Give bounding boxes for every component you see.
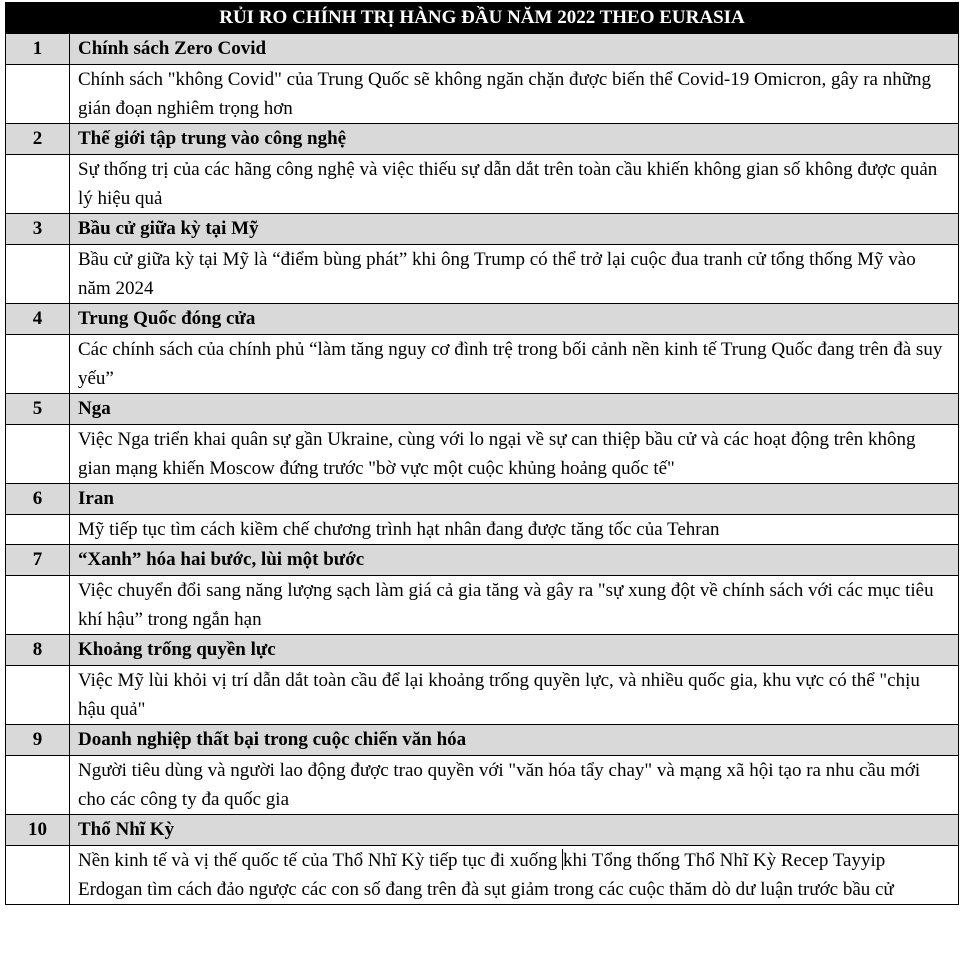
empty-cell [6, 335, 70, 394]
empty-cell [6, 666, 70, 725]
table-title: RỦI RO CHÍNH TRỊ HÀNG ĐẦU NĂM 2022 THEO EURASIA [6, 3, 959, 34]
risk-description[interactable] [70, 846, 959, 905]
risk-description: Bầu cử giữa kỳ tại Mỹ là “điểm bùng phát” khi ông Trump có thể trở lại cuộc đua tranh cử tổng thống Mỹ vào năm 2024 [70, 245, 959, 304]
risk-description-row [6, 576, 959, 635]
empty-cell [6, 576, 70, 635]
risk-description-part-2: khi Tổng thống Thổ Nhĩ Kỳ Recep Tayyip Erdogan tìm cách đảo ngược các con số đang trên đà sụt giảm trong các cuộc thăm dò dư luận trước bầu cử [78, 850, 894, 900]
risk-description: Sự thống trị của các hãng công nghệ và việc thiếu sự dẫn dắt trên toàn cầu khiến không gian số không được quản lý hiệu quả [70, 155, 959, 214]
empty-cell [6, 425, 70, 484]
risk-heading: Nga [70, 394, 959, 425]
risk-description-row [6, 425, 959, 484]
risk-table [5, 2, 959, 905]
table-title-row [6, 3, 959, 34]
empty-cell [6, 155, 70, 214]
empty-cell [6, 756, 70, 815]
empty-cell [6, 245, 70, 304]
risk-heading-row [6, 394, 959, 425]
risk-description: Việc Mỹ lùi khỏi vị trí dẫn dắt toàn cầu để lại khoảng trống quyền lực, và nhiều quốc gia, khu vực có thể "chịu hậu quả" [70, 666, 959, 725]
risk-number: 7 [6, 545, 70, 576]
risk-heading-row [6, 214, 959, 245]
risk-description: Mỹ tiếp tục tìm cách kiềm chế chương trình hạt nhân đang được tăng tốc của Tehran [70, 515, 959, 545]
risk-heading: Iran [70, 484, 959, 515]
risk-number: 2 [6, 124, 70, 155]
risk-description-row [6, 515, 959, 545]
risk-number: 8 [6, 635, 70, 666]
risk-heading-row [6, 34, 959, 65]
risk-description: Chính sách "không Covid" của Trung Quốc sẽ không ngăn chặn được biến thể Covid-19 Omicron, gây ra những gián đoạn nghiêm trọng hơn [70, 65, 959, 124]
risk-heading: Khoảng trống quyền lực [70, 635, 959, 666]
risk-heading: Trung Quốc đóng cửa [70, 304, 959, 335]
risk-description: Người tiêu dùng và người lao động được trao quyền với "văn hóa tẩy chay" và mạng xã hội tạo ra nhu cầu mới cho các công ty đa quốc gia [70, 756, 959, 815]
risk-description-row [6, 756, 959, 815]
risk-number: 1 [6, 34, 70, 65]
risk-heading: Chính sách Zero Covid [70, 34, 959, 65]
risk-description: Việc Nga triển khai quân sự gần Ukraine, cùng với lo ngại về sự can thiệp bầu cử và các hoạt động trên không gian mạng khiến Moscow đứng trước "bờ vực một cuộc khủng hoảng quốc tế" [70, 425, 959, 484]
risk-heading-row [6, 815, 959, 846]
risk-heading: Thế giới tập trung vào công nghệ [70, 124, 959, 155]
risk-heading: Bầu cử giữa kỳ tại Mỹ [70, 214, 959, 245]
risk-description-row [6, 155, 959, 214]
risk-heading: “Xanh” hóa hai bước, lùi một bước [70, 545, 959, 576]
risk-heading-row [6, 304, 959, 335]
risk-number: 5 [6, 394, 70, 425]
risk-description-part-1: Nền kinh tế và vị thế quốc tế của Thổ Nhĩ Kỳ tiếp tục đi xuống [78, 850, 558, 871]
risk-description-row [6, 245, 959, 304]
risk-description-row [6, 65, 959, 124]
risk-heading: Doanh nghiệp thất bại trong cuộc chiến văn hóa [70, 725, 959, 756]
risk-heading-row [6, 484, 959, 515]
risk-description-row [6, 335, 959, 394]
risk-description: Việc chuyển đổi sang năng lượng sạch làm giá cả gia tăng và gây ra "sự xung đột về chính sách với các mục tiêu khí hậu” trong ngắn hạn [70, 576, 959, 635]
empty-cell [6, 515, 70, 545]
risk-description-row [6, 666, 959, 725]
risk-number: 9 [6, 725, 70, 756]
risk-number: 3 [6, 214, 70, 245]
risk-heading-row [6, 635, 959, 666]
risk-description-row[interactable] [6, 846, 959, 905]
risk-heading-row [6, 725, 959, 756]
risk-heading: Thổ Nhĩ Kỳ [70, 815, 959, 846]
empty-cell [6, 846, 70, 905]
risk-heading-row [6, 545, 959, 576]
risk-number: 4 [6, 304, 70, 335]
risk-heading-row [6, 124, 959, 155]
risk-number: 6 [6, 484, 70, 515]
risk-number: 10 [6, 815, 70, 846]
empty-cell [6, 65, 70, 124]
risk-description: Các chính sách của chính phủ “làm tăng nguy cơ đình trệ trong bối cảnh nền kinh tế Trung Quốc đang trên đà suy yếu” [70, 335, 959, 394]
